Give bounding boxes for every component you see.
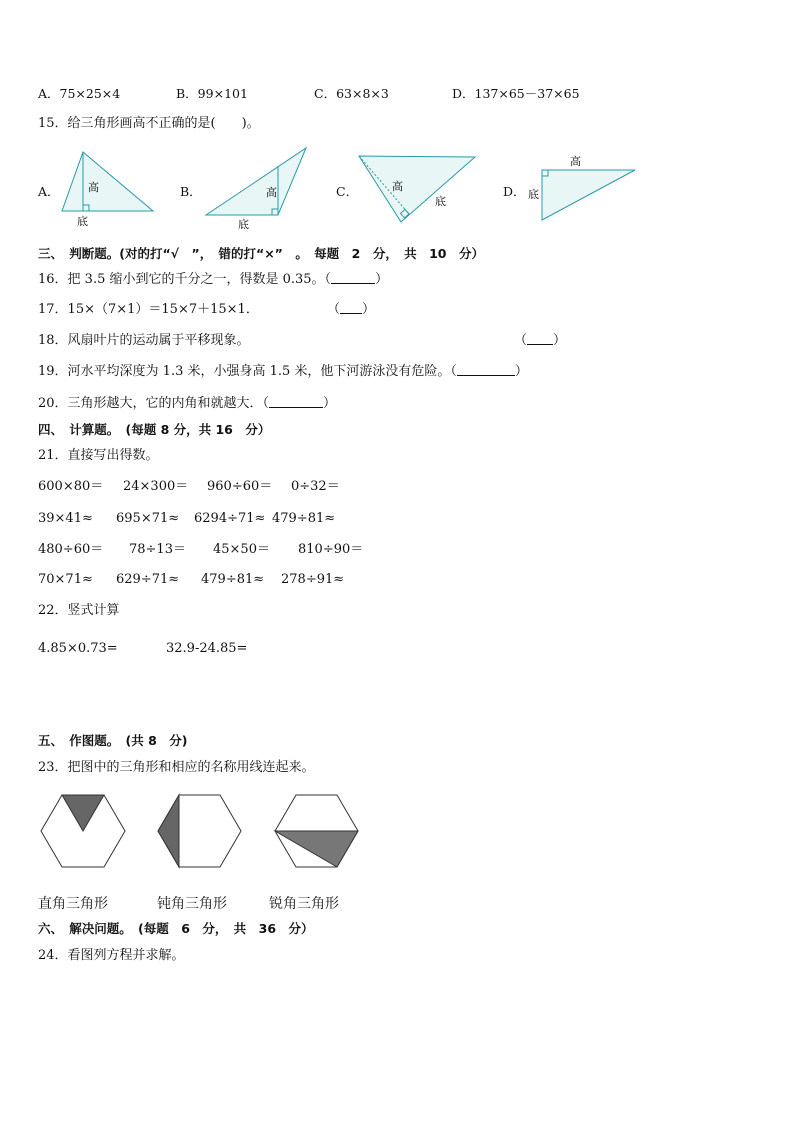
q20-close: ）	[323, 396, 337, 411]
q18-open: （	[514, 333, 528, 348]
q15-stem: 15．给三角形画高不正确的是( )。	[38, 116, 260, 131]
q15-a-height-label: 高	[88, 181, 99, 194]
q15-d-height-label: 高	[570, 155, 581, 168]
q23-hexagon-right-triangle	[41, 795, 125, 867]
q15-triangle-c	[359, 156, 475, 222]
q18-close: ）	[553, 333, 567, 348]
q16	[38, 272, 388, 288]
q23-label-obtuse: 钝角三角形	[157, 896, 227, 912]
q20-answer-blank[interactable]	[269, 397, 323, 408]
q20-text: 20．三角形越大，它的内角和就越大．（	[38, 396, 270, 411]
q21-item: 278÷91≈	[281, 572, 345, 587]
q21-item: 24×300＝	[123, 479, 189, 494]
q23-shaded-triangle-2	[158, 795, 179, 867]
q18-answer-blank[interactable]	[527, 334, 553, 345]
q15-option-d-letter: D．	[503, 184, 526, 199]
q21-item: 70×71≈	[38, 572, 93, 587]
q21-item: 39×41≈	[38, 511, 93, 526]
section-3-heading: 三、 判断题。(对的打“√ ”， 错的打“×” 。 每题 2 分， 共 10 分）	[38, 246, 484, 261]
q20	[38, 396, 336, 412]
q15-c-height-label: 高	[392, 180, 403, 193]
q21-item: 960÷60＝	[207, 479, 273, 494]
q21-item: 45×50＝	[213, 542, 270, 557]
q14-option-b: B．99×101	[176, 86, 248, 101]
q15-b-height-label: 高	[266, 186, 277, 199]
q23-label-acute: 锐角三角形	[269, 896, 339, 912]
q21-item: 695×71≈	[116, 511, 180, 526]
q14-option-a: A．75×25×4	[38, 86, 121, 101]
q15-triangle-a	[62, 152, 153, 228]
q14-option-d: D．137×65－37×65	[452, 86, 580, 101]
q21-item: 6294÷71≈	[194, 511, 266, 526]
q17-answer	[327, 302, 375, 318]
q15-option-c-letter: C．	[336, 184, 359, 199]
section-4-heading: 四、 计算题。 (每题 8 分，共 16 分）	[38, 422, 271, 437]
q17-close: ）	[362, 302, 376, 317]
q21-item: 479÷81≈	[272, 511, 336, 526]
q15-triangles-figure	[0, 140, 794, 235]
q21-stem: 21．直接写出得数。	[38, 448, 159, 463]
q15-option-a-letter: A．	[38, 184, 60, 199]
q23-label-right: 直角三角形	[38, 896, 108, 912]
q23-hexagons-figure	[0, 790, 794, 870]
q16-close: ）	[375, 272, 389, 287]
q15-triangle-d	[528, 154, 635, 220]
q17-text: 17．15×（7×1）＝15×7＋15×1．	[38, 302, 259, 317]
section-5-heading: 五、 作图题。 (共 8 分)	[38, 733, 188, 748]
q18-text: 18．风扇叶片的运动属于平移现象。	[38, 333, 250, 348]
q24-stem: 24．看图列方程并求解。	[38, 948, 185, 963]
q21-item: 480÷60＝	[38, 542, 104, 557]
q21-item: 600×80＝	[38, 479, 104, 494]
q19	[38, 364, 528, 380]
q15-a-base-label: 底	[77, 215, 88, 228]
q15-option-b-letter: B．	[180, 184, 202, 199]
q15-d-base-label: 底	[528, 188, 539, 201]
q16-text: 16．把 3.5 缩小到它的千分之一，得数是 0.35。（	[38, 272, 332, 287]
q21-item: 629÷71≈	[116, 572, 180, 587]
q15-b-base-label: 底	[238, 218, 249, 231]
q17-answer-blank[interactable]	[340, 303, 362, 314]
section-6-heading: 六、 解决问题。 (每题 6 分， 共 36 分）	[38, 921, 314, 936]
q16-answer-blank[interactable]	[331, 273, 375, 284]
q15-c-base-label: 底	[435, 195, 446, 208]
q22-item-2: 32.9-24.85=	[166, 641, 248, 656]
q21-item: 78÷13＝	[129, 542, 186, 557]
q22-item-1: 4.85×0.73=	[38, 641, 118, 656]
q15-triangle-b	[206, 148, 306, 231]
q21-item: 0÷32＝	[291, 479, 340, 494]
q22-stem: 22．竖式计算	[38, 603, 120, 618]
q14-option-c: C．63×8×3	[314, 86, 389, 101]
q23-stem: 23．把图中的三角形和相应的名称用线连起来。	[38, 760, 315, 775]
q18-answer	[514, 333, 566, 349]
q19-close: ）	[514, 364, 528, 379]
q21-item: 479÷81≈	[201, 572, 265, 587]
q19-answer-blank[interactable]	[457, 365, 515, 376]
q21-item: 810÷90＝	[298, 542, 364, 557]
q23-hexagon-obtuse-triangle	[158, 795, 241, 867]
q17-open: （	[327, 302, 341, 317]
q19-text: 19．河水平均深度为 1.3 米，小强身高 1.5 米，他下河游泳没有危险。（	[38, 364, 457, 379]
q23-hexagon-acute-triangle	[275, 795, 358, 867]
